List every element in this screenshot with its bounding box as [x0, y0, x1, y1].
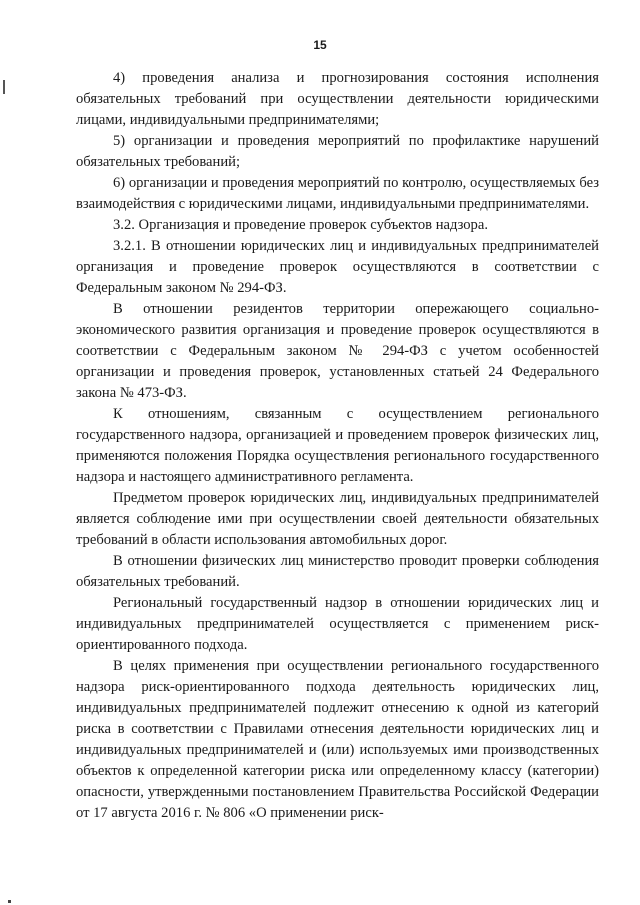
paragraph-item-4: 4) проведения анализа и прогнозирования состояния исполнения обязательных требований при осуществлении деятельности юридическими лицами, индивидуальными предпринимателями;	[76, 70, 599, 128]
paragraph-individuals-relations: К отношениям, связанным с осуществлением регионального государственного надзора, организацией и проведением проверок физических лиц, применяются положения Порядка осуществления регионального государственного надзора и настоящего административного регламента.	[76, 406, 599, 485]
scan-edge-mark	[3, 80, 5, 94]
document-body	[76, 68, 599, 824]
page-number: 15	[313, 38, 327, 52]
paragraph-item-6: 6) организации и проведения мероприятий по контролю, осуществляемых без взаимодействия с юридическими лицами, индивидуальными предпринимателями.	[76, 175, 599, 212]
paragraph-risk-categories: В целях применения при осуществлении регионального государственного надзора риск-ориентированного подхода деятельность юридических лиц, индивидуальных предпринимателей подлежит отнесению к одной из категорий риска в соответствии с Правилами отнесения деятельности юридических лиц и индивидуальных предпринимателей и (или) используемых ими производственных объектов к определенной категории риска или определенному классу (категории) опасности, утвержденными постановлением Правительства Российской Федерации от 17 августа 2016 г. № 806 «О применении риск-	[76, 658, 599, 821]
paragraph-risk-approach: Региональный государственный надзор в отношении юридических лиц и индивидуальных предпринимателей осуществляется с применением риск-ориентированного подхода.	[76, 595, 599, 653]
paragraph-individuals-checks: В отношении физических лиц министерство проводит проверки соблюдения обязательных требований.	[76, 553, 599, 590]
paragraph-item-5: 5) организации и проведения мероприятий по профилактике нарушений обязательных требований;	[76, 133, 599, 170]
paragraph-3-2-1: 3.2.1. В отношении юридических лиц и индивидуальных предпринимателей организация и проведение проверок осуществляются в соответствии с Федеральным законом № 294-ФЗ.	[76, 238, 599, 296]
paragraph-subject-of-inspection: Предметом проверок юридических лиц, индивидуальных предпринимателей является соблюдение ими при осуществлении своей деятельности обязательных требований в области использования автомобильных дорог.	[76, 490, 599, 548]
section-heading-3-2: 3.2. Организация и проведение проверок субъектов надзора.	[113, 217, 488, 233]
paragraph-residents: В отношении резидентов территории опережающего социально-экономического развития организация и проведение проверок осуществляются в соответствии с Федеральным законом № 294-ФЗ с учетом особенностей организации и проведения проверок, установленных статьей 24 Федерального закона № 473-ФЗ.	[76, 301, 599, 401]
scan-speck	[8, 900, 11, 903]
